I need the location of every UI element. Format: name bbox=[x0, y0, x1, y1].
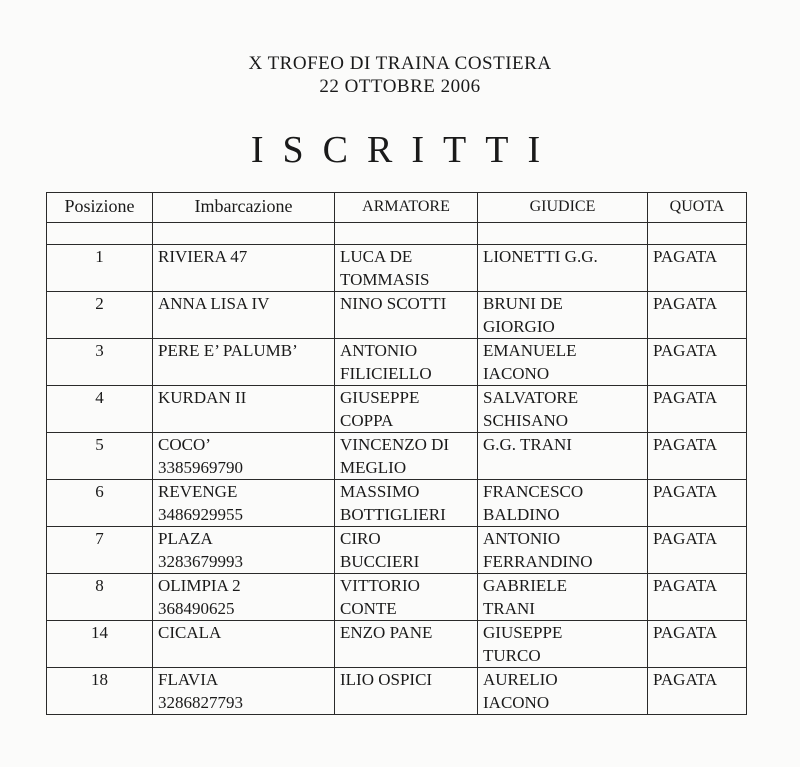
posizione-cell: 18 bbox=[47, 668, 153, 715]
armatore-line: TOMMASIS bbox=[340, 270, 430, 289]
giudice-line: IACONO bbox=[483, 364, 550, 383]
imbarcazione-cell bbox=[153, 386, 335, 433]
armatore-line: CIRO bbox=[340, 529, 381, 548]
posizione-cell: 8 bbox=[47, 574, 153, 621]
armatore-cell bbox=[335, 574, 478, 621]
armatore-line: FILICIELLO bbox=[340, 364, 432, 383]
giudice-line: FRANCESCO bbox=[483, 482, 584, 501]
quota-cell: PAGATA bbox=[648, 245, 747, 292]
giudice-line: SCHISANO bbox=[483, 411, 569, 430]
quota-cell: PAGATA bbox=[648, 433, 747, 480]
table-row bbox=[47, 433, 747, 480]
armatore-line: ANTONIO bbox=[340, 341, 418, 360]
event-title: X TROFEO DI TRAINA COSTIERA bbox=[248, 53, 552, 74]
giudice-cell bbox=[478, 245, 648, 292]
posizione-cell: 3 bbox=[47, 339, 153, 386]
quota-cell: PAGATA bbox=[648, 527, 747, 574]
table-row bbox=[47, 480, 747, 527]
giudice-line: AURELIO bbox=[483, 670, 558, 689]
empty-spacer-row bbox=[47, 223, 747, 245]
armatore-cell bbox=[335, 527, 478, 574]
table-row bbox=[47, 574, 747, 621]
armatore-line: MEGLIO bbox=[340, 458, 407, 477]
posizione-cell: 1 bbox=[47, 245, 153, 292]
quota-cell: PAGATA bbox=[648, 386, 747, 433]
posizione-cell: 5 bbox=[47, 433, 153, 480]
armatore-cell bbox=[335, 668, 478, 715]
table-row bbox=[47, 527, 747, 574]
giudice-line: ANTONIO bbox=[483, 529, 561, 548]
table-row bbox=[47, 621, 747, 668]
giudice-cell bbox=[478, 339, 648, 386]
giudice-cell bbox=[478, 668, 648, 715]
empty-cell bbox=[478, 223, 648, 245]
table-row bbox=[47, 386, 747, 433]
armatore-line: VITTORIO bbox=[340, 576, 420, 595]
armatore-line: COPPA bbox=[340, 411, 394, 430]
giudice-cell bbox=[478, 433, 648, 480]
armatore-line: GIUSEPPE bbox=[340, 388, 420, 407]
armatore-line: MASSIMO bbox=[340, 482, 420, 501]
giudice-line: GIORGIO bbox=[483, 317, 555, 336]
imbarcazione-cell bbox=[153, 574, 335, 621]
giudice-line: EMANUELE bbox=[483, 341, 577, 360]
armatore-line: BUCCIERI bbox=[340, 552, 420, 571]
armatore-cell bbox=[335, 339, 478, 386]
imbarcazione-line: 3385969790 bbox=[158, 458, 243, 477]
imbarcazione-cell bbox=[153, 621, 335, 668]
giudice-cell bbox=[478, 574, 648, 621]
header-posizione: Posizione bbox=[47, 193, 153, 223]
empty-cell bbox=[335, 223, 478, 245]
imbarcazione-cell bbox=[153, 245, 335, 292]
giudice-line: SALVATORE bbox=[483, 388, 579, 407]
imbarcazione-line: 3286827793 bbox=[158, 693, 243, 712]
posizione-cell: 14 bbox=[47, 621, 153, 668]
quota-cell: PAGATA bbox=[648, 339, 747, 386]
giudice-line: GABRIELE bbox=[483, 576, 568, 595]
section-heading: ISCRITTI bbox=[250, 129, 560, 171]
header-armatore: ARMATORE bbox=[335, 193, 478, 223]
imbarcazione-cell bbox=[153, 527, 335, 574]
event-date: 22 OTTOBRE 2006 bbox=[319, 76, 481, 97]
posizione-cell: 4 bbox=[47, 386, 153, 433]
imbarcazione-cell bbox=[153, 433, 335, 480]
quota-cell: PAGATA bbox=[648, 668, 747, 715]
header-imbarcazione: Imbarcazione bbox=[153, 193, 335, 223]
imbarcazione-line: CICALA bbox=[158, 623, 222, 642]
giudice-line: TRANI bbox=[483, 599, 535, 618]
quota-cell: PAGATA bbox=[648, 292, 747, 339]
imbarcazione-line: PLAZA bbox=[158, 529, 213, 548]
giudice-cell bbox=[478, 621, 648, 668]
giudice-cell bbox=[478, 386, 648, 433]
imbarcazione-line: 3283679993 bbox=[158, 552, 243, 571]
armatore-line: ILIO OSPICI bbox=[340, 670, 433, 689]
imbarcazione-line: PERE E’ PALUMB’ bbox=[158, 341, 298, 360]
imbarcazione-cell bbox=[153, 668, 335, 715]
armatore-cell bbox=[335, 386, 478, 433]
giudice-line: G.G. TRANI bbox=[483, 435, 572, 454]
imbarcazione-line: REVENGE bbox=[158, 482, 238, 501]
armatore-cell bbox=[335, 292, 478, 339]
armatore-line: NINO SCOTTI bbox=[340, 294, 447, 313]
imbarcazione-cell bbox=[153, 480, 335, 527]
giudice-cell bbox=[478, 527, 648, 574]
imbarcazione-line: OLIMPIA 2 bbox=[158, 576, 241, 595]
table-row bbox=[47, 668, 747, 715]
giudice-line: IACONO bbox=[483, 693, 550, 712]
imbarcazione-line: 3486929955 bbox=[158, 505, 243, 524]
quota-cell: PAGATA bbox=[648, 574, 747, 621]
table-row bbox=[47, 245, 747, 292]
imbarcazione-line: 368490625 bbox=[158, 599, 235, 618]
imbarcazione-line: KURDAN II bbox=[158, 388, 247, 407]
armatore-cell bbox=[335, 621, 478, 668]
giudice-cell bbox=[478, 292, 648, 339]
giudice-line: GIUSEPPE bbox=[483, 623, 563, 642]
giudice-line: BALDINO bbox=[483, 505, 560, 524]
giudice-cell bbox=[478, 480, 648, 527]
empty-cell bbox=[648, 223, 747, 245]
armatore-cell bbox=[335, 480, 478, 527]
armatore-line: CONTE bbox=[340, 599, 397, 618]
armatore-line: LUCA DE bbox=[340, 247, 413, 266]
table-row bbox=[47, 339, 747, 386]
armatore-line: BOTTIGLIERI bbox=[340, 505, 446, 524]
armatore-line: VINCENZO DI bbox=[340, 435, 450, 454]
imbarcazione-line: COCO’ bbox=[158, 435, 211, 454]
imbarcazione-cell bbox=[153, 339, 335, 386]
quota-cell: PAGATA bbox=[648, 480, 747, 527]
entries-table bbox=[46, 192, 747, 715]
empty-cell bbox=[153, 223, 335, 245]
empty-cell bbox=[47, 223, 153, 245]
giudice-line: LIONETTI G.G. bbox=[483, 247, 598, 266]
table-row bbox=[47, 292, 747, 339]
imbarcazione-line: ANNA LISA IV bbox=[158, 294, 270, 313]
giudice-line: TURCO bbox=[483, 646, 541, 665]
posizione-cell: 7 bbox=[47, 527, 153, 574]
giudice-line: BRUNI DE bbox=[483, 294, 563, 313]
table-header-row bbox=[47, 193, 747, 223]
armatore-line: ENZO PANE bbox=[340, 623, 433, 642]
imbarcazione-line: RIVIERA 47 bbox=[158, 247, 248, 266]
quota-cell: PAGATA bbox=[648, 621, 747, 668]
imbarcazione-line: FLAVIA bbox=[158, 670, 219, 689]
giudice-line: FERRANDINO bbox=[483, 552, 593, 571]
header-quota: QUOTA bbox=[648, 193, 747, 223]
imbarcazione-cell bbox=[153, 292, 335, 339]
posizione-cell: 6 bbox=[47, 480, 153, 527]
armatore-cell bbox=[335, 245, 478, 292]
posizione-cell: 2 bbox=[47, 292, 153, 339]
header-giudice: GIUDICE bbox=[478, 193, 648, 223]
armatore-cell bbox=[335, 433, 478, 480]
